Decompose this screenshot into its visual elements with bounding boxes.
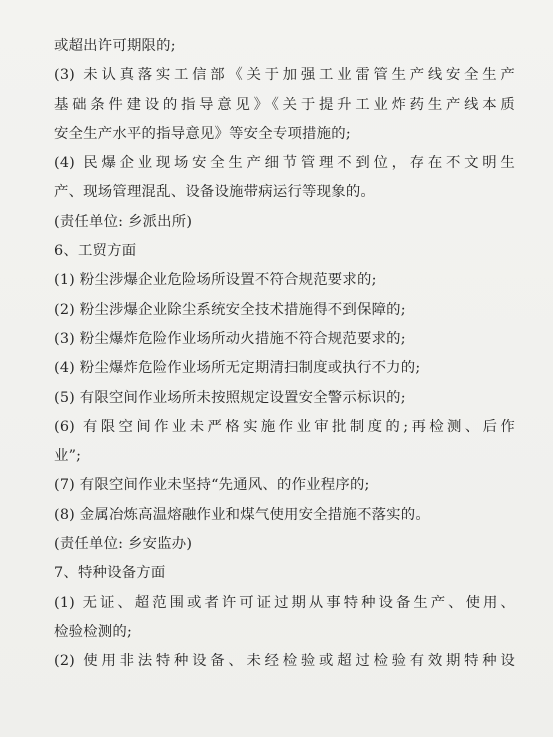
- text-line-4: 安全生产水平的指导意见》等安全专项措施的;: [54, 125, 351, 142]
- text-line-3: 基础条件建设的指导意见》《关于提升工业炸药生产线本质: [54, 96, 515, 113]
- text-line-11: (3) 粉尘爆炸危险作业场所动火措施不符合规范要求的;: [54, 330, 406, 347]
- text-line-5: (4) 民爆企业现场安全生产细节管理不到位，存在不文明生: [54, 155, 515, 172]
- text-line-22: (2) 使用非法特种设备、未经检验或超过检验有效期特种设: [54, 653, 515, 670]
- section-heading-special-equipment: 7、特种设备方面: [54, 565, 166, 582]
- text-line-12: (4) 粉尘爆炸危险作业场所无定期清扫制度或执行不力的;: [54, 360, 421, 377]
- text-line-17: (8) 金属冶炼高温熔融作业和煤气使用安全措施不落实的。: [54, 506, 430, 523]
- section-heading-industry-trade: 6、工贸方面: [54, 243, 137, 260]
- text-line-16: (7) 有限空间作业未坚持“先通风、的作业程序的;: [54, 477, 370, 494]
- responsible-unit-police: (责任单位: 乡派出所): [54, 213, 193, 230]
- text-line-13: (5) 有限空间作业场所未按照规定设置安全警示标识的;: [54, 389, 406, 406]
- text-line-2: (3) 未认真落实工信部《关于加强工业雷管生产线安全生产: [54, 67, 515, 84]
- text-line-21: 检验检测的;: [54, 623, 133, 640]
- responsible-unit-safety-office: (责任单位: 乡安监办): [54, 536, 193, 553]
- text-line-9: (1) 粉尘涉爆企业危险场所设置不符合规范要求的;: [54, 272, 377, 289]
- text-line-6: 产、现场管理混乱、设备设施带病运行等现象的。: [54, 184, 375, 201]
- text-line-10: (2) 粉尘涉爆企业除尘系统安全技术措施得不到保障的;: [54, 301, 406, 318]
- text-line-20: (1) 无证、超范围或者许可证过期从事特种设备生产、使用、: [54, 594, 515, 611]
- text-line-15: 业”;: [54, 448, 82, 465]
- text-line-1: 或超出许可期限的;: [54, 38, 176, 54]
- text-line-14: (6) 有限空间作业未严格实施作业审批制度的;再检测、后作: [54, 418, 515, 435]
